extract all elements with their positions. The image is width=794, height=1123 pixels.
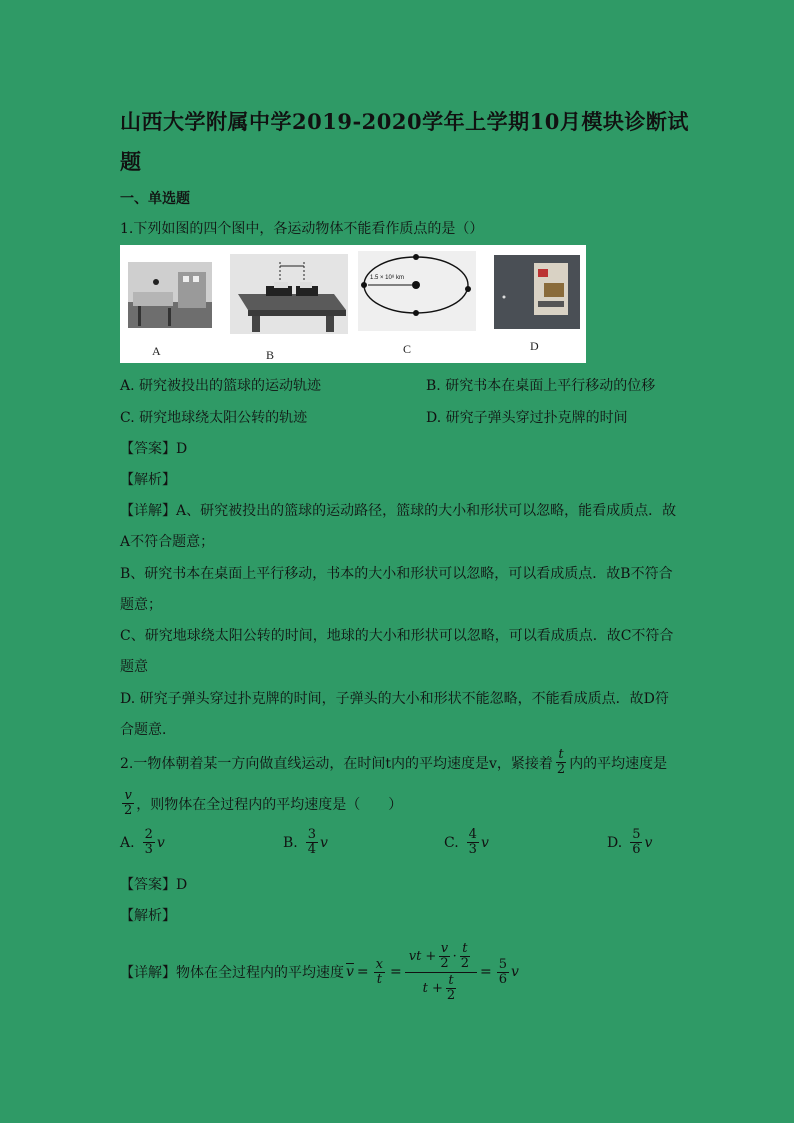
q1-detail-line: C、研究地球绕太阳公转的时间，地球的大小和形状可以忽略，可以看成质点．故C不符合 <box>120 628 674 644</box>
option-label: B. <box>283 834 298 851</box>
q2-stem-part1: 2.一物体朝着某一方向做直线运动，在时间t内的平均速度是v，紧接着 <box>120 755 553 772</box>
q1-detail-line: B、研究书本在桌面上平行移动，书本的大小和形状可以忽略，可以看成质点．故B不符合 <box>120 566 673 582</box>
figure-label-b: B <box>266 348 275 362</box>
result-variable: v <box>511 964 519 980</box>
option-fraction <box>467 828 479 857</box>
figure-label-a: A <box>152 344 161 358</box>
figure-label-c: C <box>403 342 412 356</box>
bullet-card-photo <box>494 255 580 329</box>
q2-stem-rest: ，则物体在全过程内的平均速度是（ ） <box>136 796 403 813</box>
fraction-numerator: v <box>440 940 449 956</box>
q1-detail-line: 题意 <box>120 659 148 675</box>
section-heading: 一、单选题 <box>120 191 190 207</box>
fraction-t-half <box>445 974 457 1003</box>
multiply-dot: · <box>452 948 457 964</box>
fraction-numerator: 5 <box>498 956 508 972</box>
fraction-numerator: t <box>448 972 454 988</box>
fraction-numerator: x <box>375 956 383 972</box>
denominator-term: t + <box>422 980 443 996</box>
basketball-photo <box>128 262 212 328</box>
q1-detail-line: A不符合题意； <box>120 534 215 550</box>
q2-option-a <box>120 828 165 857</box>
q2-option-d <box>607 828 652 857</box>
fraction-numerator: t <box>558 747 564 762</box>
option-variable: v <box>644 834 653 851</box>
option-variable: v <box>156 834 165 851</box>
q2-analysis-heading: 【解析】 <box>120 908 176 924</box>
fraction-denominator: 3 <box>468 842 477 857</box>
fraction-t-half <box>459 942 471 971</box>
compound-denominator <box>423 973 460 1003</box>
numerator-term: vt + <box>408 948 437 964</box>
q2-stem-fraction-t-half <box>555 748 567 777</box>
q2-stem-part2: 内的平均速度是 <box>569 755 668 772</box>
book-on-table <box>230 254 348 334</box>
option-fraction <box>306 828 318 857</box>
fraction-denominator: 6 <box>632 842 641 857</box>
q1-analysis-heading: 【解析】 <box>120 472 176 488</box>
orbit-distance-label: 1.5 × 10⁸ km <box>370 275 405 281</box>
fraction-numerator: 4 <box>468 827 477 842</box>
option-label: C. <box>444 834 459 851</box>
q1-answer: 【答案】D <box>120 441 188 457</box>
q1-option-a: A. 研究被投出的篮球的运动轨迹 <box>120 378 322 394</box>
fraction-denominator: 2 <box>460 955 470 971</box>
option-variable: v <box>320 834 328 851</box>
q1-figure <box>120 245 586 363</box>
equals-sign: = <box>390 964 402 980</box>
option-label: A. <box>120 834 135 851</box>
compound-numerator <box>405 942 477 973</box>
q1-option-b: B. 研究书本在桌面上平行移动的位移 <box>426 378 656 394</box>
q2-option-b <box>283 828 328 857</box>
equals-sign: = <box>356 964 369 980</box>
q1-detail-line: 题意； <box>120 597 162 613</box>
option-variable: v <box>480 834 489 851</box>
earth-orbit-diagram <box>358 251 476 331</box>
fraction-numerator: 5 <box>632 827 641 842</box>
fraction-denominator: t <box>376 971 382 987</box>
fraction-numerator: 3 <box>307 827 317 842</box>
fraction-denominator: 4 <box>307 842 317 857</box>
fraction-denominator: 6 <box>498 971 508 987</box>
fraction-numerator: v <box>124 788 132 803</box>
result-fraction <box>497 958 509 987</box>
q1-detail-line: 合题意． <box>120 722 176 738</box>
option-label: D. <box>607 834 623 851</box>
fraction-v-half <box>438 942 450 971</box>
q2-stem-line2 <box>120 789 402 818</box>
fraction-denominator: 2 <box>556 762 566 777</box>
option-fraction <box>143 828 155 857</box>
q2-option-c <box>444 828 489 857</box>
compound-fraction <box>405 942 477 1003</box>
fraction-denominator: 3 <box>144 842 153 857</box>
q1-detail-line: D. 研究子弹头穿过扑克牌的时间，子弹头的大小和形状不能忽略，不能看成质点．故D符 <box>120 691 669 707</box>
figure-label-d: D <box>530 339 539 353</box>
equals-sign: = <box>480 964 492 980</box>
q1-detail-line: 【详解】A、研究被投出的篮球的运动路径，篮球的大小和形状可以忽略，能看成质点．故 <box>120 503 677 519</box>
fraction-denominator: 2 <box>440 955 449 971</box>
q1-option-c: C. 研究地球绕太阳公转的轨迹 <box>120 410 308 426</box>
q2-stem-line1 <box>120 748 667 777</box>
q1-stem: 1.下列如图的四个图中，各运动物体不能看作质点的是（） <box>120 221 484 237</box>
fraction-numerator: 2 <box>144 827 153 842</box>
option-fraction <box>630 828 642 857</box>
average-velocity-symbol: $\overline{v}$ <box>346 964 354 980</box>
fraction-x-over-t <box>374 958 385 987</box>
document-title-line1: 山西大学附属中学2019-2020学年上学期10月模块诊断试 <box>120 109 689 134</box>
q2-detail-formula <box>120 936 519 1008</box>
fraction-numerator: t <box>462 940 468 956</box>
fraction-denominator: 2 <box>446 987 456 1003</box>
q1-option-d: D. 研究子弹头穿过扑克牌的时间 <box>426 410 628 426</box>
fraction-denominator: 2 <box>124 803 133 818</box>
document-title-line2: 题 <box>120 149 142 174</box>
q2-detail-prefix: 【详解】物体在全过程内的平均速度 <box>120 965 344 981</box>
q2-answer: 【答案】D <box>120 877 188 893</box>
q2-stem-fraction-v-half <box>122 789 134 818</box>
